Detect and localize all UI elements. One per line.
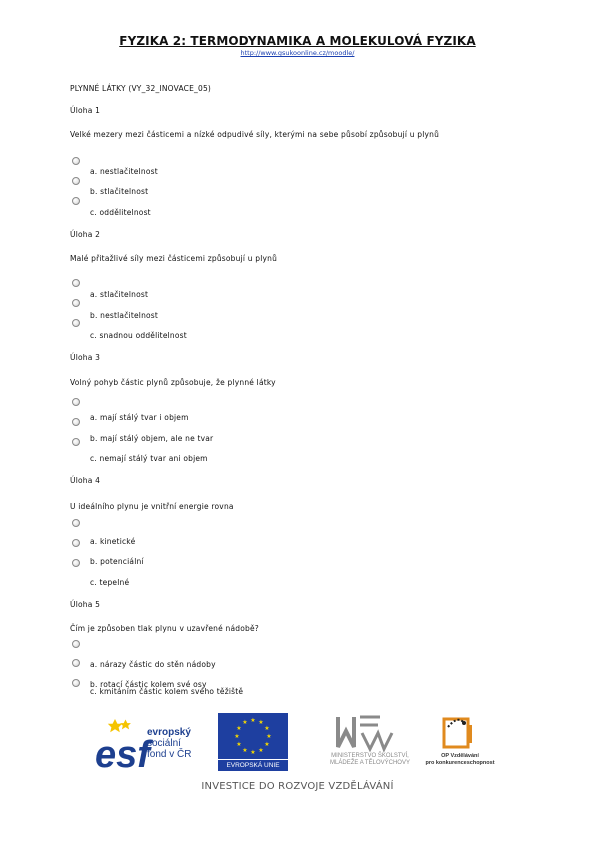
task-label: Úloha 1 (70, 106, 101, 115)
investice-banner: INVESTICE DO ROZVOJE VZDĚLÁVÁNÍ (201, 781, 394, 792)
msmt-text: MINISTERSTVO ŠKOLSTVÍ, (331, 753, 409, 759)
task-label: Úloha 3 (70, 353, 101, 362)
eu-flag-icon (218, 713, 288, 759)
svg-text:★: ★ (266, 733, 272, 740)
svg-text:esf: esf (95, 734, 150, 771)
option-radio[interactable] (72, 640, 80, 648)
section-header: PLYNNÉ LÁTKY (VY_32_INOVACE_05) (70, 84, 212, 93)
option-radio[interactable] (72, 319, 80, 327)
opvk-emblem-icon (420, 713, 500, 753)
document-title: FYZIKA 2: TERMODYNAMIKA A MOLEKULOVÁ FYZIKA (119, 34, 476, 48)
option-label: c. kmitáním částic kolem svého těžiště (90, 687, 244, 696)
option-radio[interactable] (72, 418, 80, 426)
option-radio[interactable] (72, 177, 80, 185)
task-question: Volný pohyb částic plynů způsobuje, že plynné látky (70, 378, 276, 387)
task-label: Úloha 4 (70, 476, 101, 485)
option-radio[interactable] (72, 659, 80, 667)
svg-text:★: ★ (236, 725, 242, 732)
option-radio[interactable] (72, 279, 80, 287)
svg-text:★: ★ (264, 741, 270, 748)
esf-text: sociální (147, 738, 181, 749)
option-radio[interactable] (72, 398, 80, 406)
option-label: c. snadnou oddělitelnost (90, 331, 187, 340)
opvk-logo (420, 713, 500, 771)
svg-text:★: ★ (258, 747, 264, 754)
option-label: a. nárazy částic do stěn nádoby (90, 660, 216, 669)
option-label: a. kinetické (90, 537, 136, 546)
esf-text: fond v ČR (147, 749, 192, 760)
svg-text:★: ★ (242, 747, 248, 754)
option-label: b. stlačitelnost (90, 187, 149, 196)
option-label: a. nestlačitelnost (90, 167, 158, 176)
opvk-text: OP Vzdělávání (441, 753, 479, 759)
svg-text:★: ★ (264, 725, 270, 732)
option-radio[interactable] (72, 679, 80, 687)
msmt-emblem-icon (320, 713, 412, 753)
eu-logo (218, 713, 288, 771)
option-label: c. nemají stálý tvar ani objem (90, 454, 208, 463)
option-radio[interactable] (72, 157, 80, 165)
option-label: b. nestlačitelnost (90, 311, 159, 320)
task-question: Čím je způsoben tlak plynu v uzavřené nádobě? (70, 624, 259, 633)
option-label: c. oddělitelnost (90, 208, 151, 217)
svg-text:★: ★ (250, 717, 256, 724)
course-link[interactable]: http://www.gsukoonline.cz/moodle/ (240, 49, 355, 57)
msmt-text: MLÁDEŽE A TĚLOVÝCHOVY (330, 760, 410, 766)
svg-text:★: ★ (234, 733, 240, 740)
task-question: Malé přitažlivé síly mezi částicemi způsobují u plynů (70, 254, 278, 263)
option-label: b. potenciální (90, 557, 144, 566)
svg-text:★: ★ (258, 719, 264, 726)
task-label: Úloha 2 (70, 230, 101, 239)
esf-logo (95, 713, 205, 771)
option-radio[interactable] (72, 559, 80, 567)
option-label: c. tepelné (90, 578, 130, 587)
option-radio[interactable] (72, 519, 80, 527)
svg-text:★: ★ (250, 749, 256, 756)
option-radio[interactable] (72, 197, 80, 205)
task-label: Úloha 5 (70, 600, 101, 609)
option-radio[interactable] (72, 299, 80, 307)
option-label: a. stlačitelnost (90, 290, 149, 299)
opvk-text: pro konkurenceschopnost (425, 760, 495, 766)
svg-text:★: ★ (242, 719, 248, 726)
option-radio[interactable] (72, 438, 80, 446)
eu-text: EVROPSKÁ UNIE (218, 760, 288, 771)
task-question: U ideálního plynu je vnitřní energie rovna (70, 502, 234, 511)
esf-text: evropský (147, 727, 191, 738)
option-label: b. rotací částic kolem své osy (90, 680, 207, 689)
task-question: Velké mezery mezi částicemi a nízké odpudivé síly, kterými na sebe působí způsobují u plynů (70, 130, 440, 139)
option-label: a. mají stálý tvar i objem (90, 413, 189, 422)
msmt-logo (320, 713, 412, 771)
option-label: b. mají stálý objem, ale ne tvar (90, 434, 214, 443)
option-radio[interactable] (72, 539, 80, 547)
svg-text:★: ★ (236, 741, 242, 748)
